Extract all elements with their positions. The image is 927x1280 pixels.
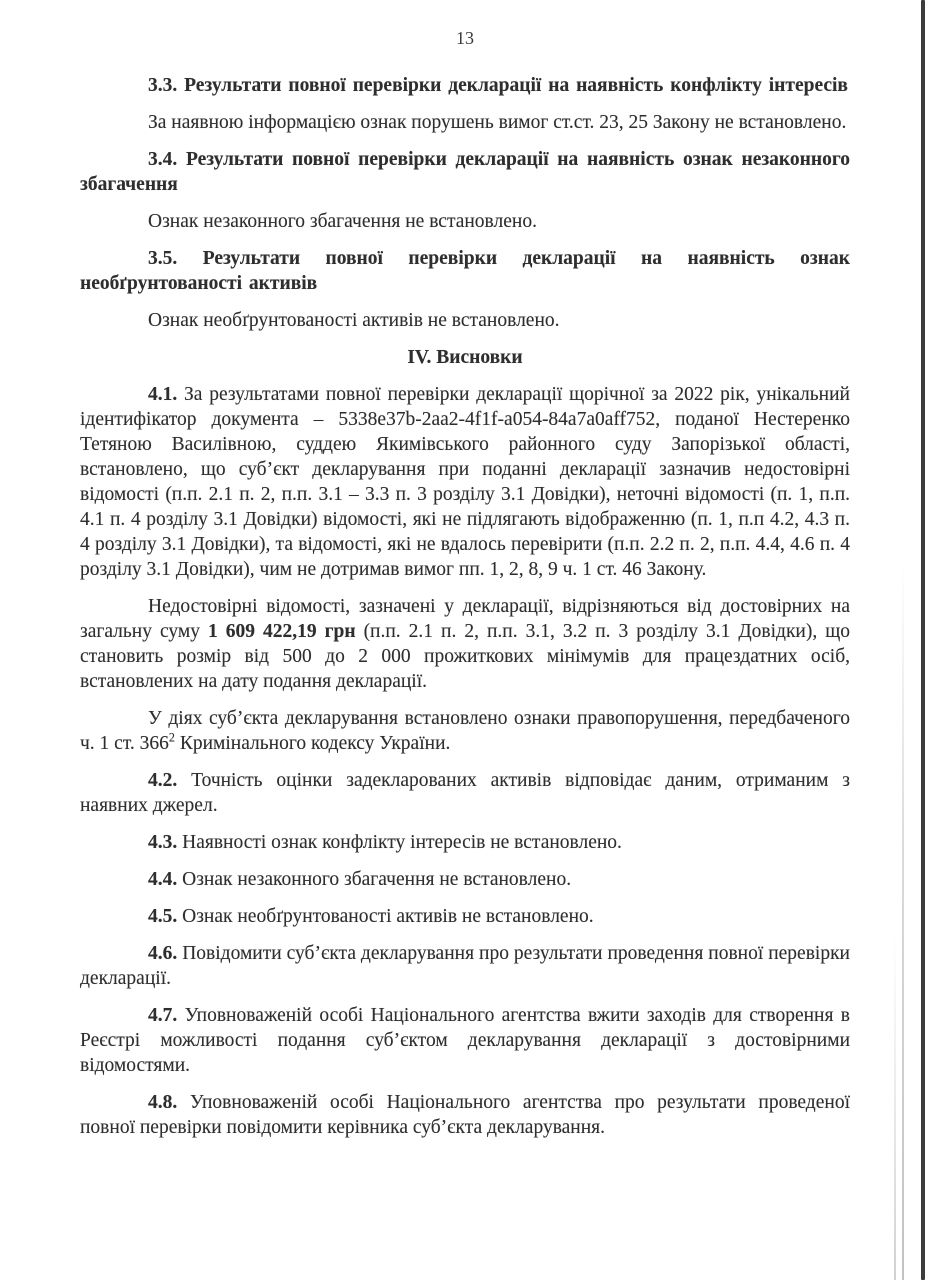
text-run: Кримінального кодексу України. [174, 733, 451, 754]
bold-text-run: 1 609 422,19 грн [207, 621, 356, 642]
scan-streak [902, 560, 904, 1280]
bold-text-run: 4.4. [148, 869, 178, 890]
text-run: 3.4. Результати повної перевірки декларації на наявність ознак незаконного збагачення [80, 149, 850, 195]
text-run: Уповноваженій особі Національного агентства вжити заходів для створення в Реєстрі можливості подання суб’єктом декларування декларації з достовірними відомостями. [80, 1005, 850, 1076]
paragraph [80, 382, 850, 582]
section-heading [80, 73, 850, 98]
bold-text-run: 4.7. [148, 1005, 178, 1026]
text-run: За результатами повної перевірки декларації щорічної за 2022 рік, унікальний ідентифікатор документа – 5338e37b-2aa2-4f1f-a054-84a7a0aff752, поданої Нестеренко Тетяною Василівною, суддею Якимівського районного суду Запорізької області, встановлено, що суб’єкт декларування при поданні декларації зазначив недостовірні відомості (п.п. 2.1 п. 2, п.п. 3.1 – 3.3 п. 3 розділу 3.1 Довідки), неточні відомості (п. 1, п.п. 4.1 п. 4 розділу 3.1 Довідки) відомості, які не підлягають відображенню (п. 1, п.п 4.2, 4.3 п. 4 розділу 3.1 Довідки), та відомості, які не вдалось перевірити (п.п. 2.2 п. 2, п.п. 4.4, 4.6 п. 4 розділу 3.1 Довідки), чим не дотримав вимог пп. 1, 2, 8, 9 ч. 1 ст. 46 Закону. [80, 384, 850, 580]
text-run: Повідомити суб’єкта декларування про результати проведення повної перевірки декларації. [80, 943, 850, 989]
page-number: 13 [456, 28, 474, 48]
section-heading [80, 147, 850, 197]
paragraph [80, 706, 850, 756]
bold-text-run: 4.1. [148, 384, 178, 405]
bold-text-run: 4.6. [148, 943, 178, 964]
section-heading [80, 246, 850, 296]
paragraph [80, 768, 850, 818]
paragraph [80, 904, 850, 929]
bold-text-run: 4.5. [148, 906, 178, 927]
text-run: За наявною інформацією ознак порушень вимог ст.ст. 23, 25 Закону не встановлено. [148, 112, 847, 133]
text-run: IV. Висновки [407, 347, 523, 368]
text-run: 3.5. Результати повної перевірки декларації на наявність ознак необґрунтованості активів [80, 248, 850, 294]
text-run: Уповноваженій особі Національного агентства про результати проведеної повної перевірки повідомити керівника суб’єкта декларування. [80, 1092, 850, 1138]
paragraph [80, 1090, 850, 1140]
paragraph [80, 1003, 850, 1078]
text-run: (п.п. 2.1 п. 2, п.п. 3.1, 3.2 п. 3 розділу 3.1 Довідки), що становить розмір від 500 до 2 000 прожиткових мінімумів для працездатних осіб, встановлених на дату подання декларації. [80, 621, 851, 692]
text-run: Недостовірні відомості, зазначені у декларації, відрізняються від достовірних на загальну суму [80, 596, 850, 642]
paragraph [80, 830, 850, 855]
text-run: Ознак незаконного збагачення не встановлено. [148, 211, 537, 232]
paragraph [80, 594, 850, 694]
bold-text-run: 4.2. [148, 770, 178, 791]
chapter-heading [80, 345, 850, 370]
paragraph [80, 867, 850, 892]
text-run: Наявності ознак конфлікту інтересів не встановлено. [177, 832, 622, 853]
text-run: У діях суб’єкта декларування встановлено ознаки правопорушення, передбаченого ч. 1 ст. 366 [80, 708, 850, 754]
text-run: Ознак необґрунтованості активів не встановлено. [148, 310, 560, 331]
text-run: Ознак незаконного збагачення не встановлено. [177, 869, 572, 890]
paragraph [80, 941, 850, 991]
paragraph [80, 209, 850, 234]
document-body [80, 73, 850, 1140]
scan-streak [894, 930, 896, 1280]
bold-text-run: 4.8. [148, 1092, 178, 1113]
paragraph [80, 110, 850, 135]
text-run: Точність оцінки задекларованих активів відповідає даним, отриманим з наявних джерел. [80, 770, 850, 816]
paragraph [80, 308, 850, 333]
superscript-text: 2 [168, 730, 175, 745]
text-run: Ознак необґрунтованості активів не встановлено. [177, 906, 594, 927]
bold-text-run: 4.3. [148, 832, 178, 853]
text-run: 3.3. Результати повної перевірки декларації на наявність конфлікту інтересів [148, 75, 848, 96]
scan-edge-line [921, 0, 925, 1280]
